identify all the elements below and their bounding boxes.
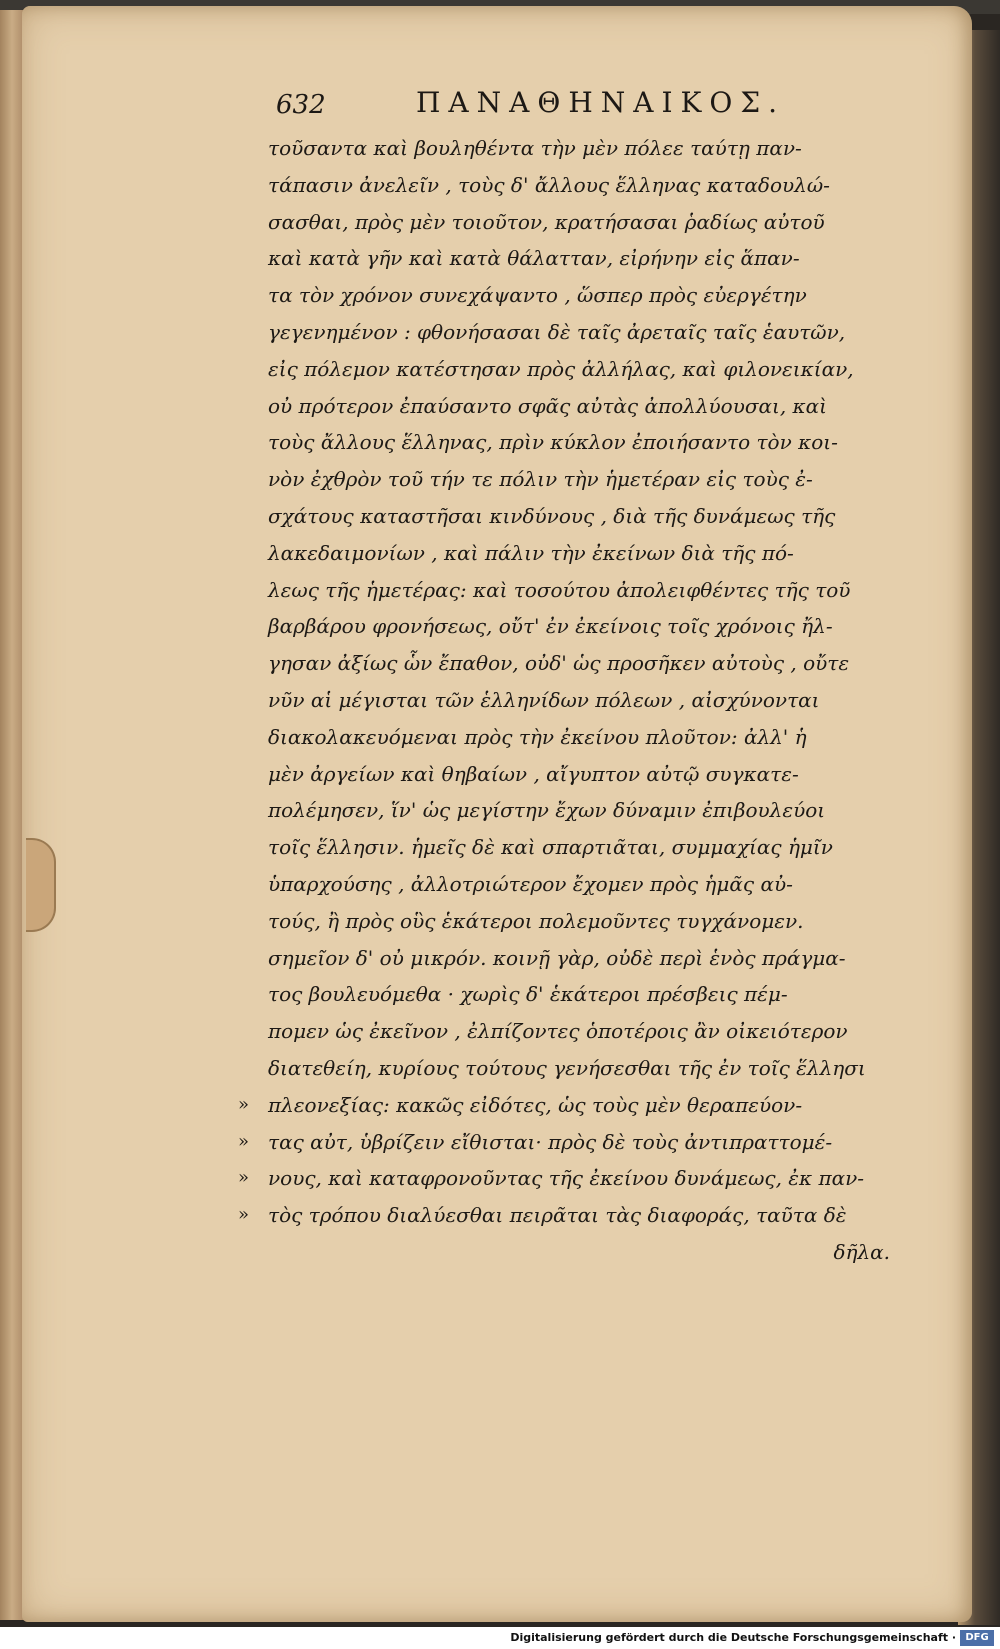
quote-mark: »: [238, 1204, 250, 1226]
funding-footer: [0, 1627, 1000, 1649]
quoted-line-text: τας αὐτ, ὑβρίζειν εἴθισται· πρὸς δὲ τοὺς ἀντιπραττομέ-: [268, 1129, 833, 1154]
text-line-14: βαρβάρου φρονήσεως, οὔτ' ἐν ἐκείνοις τοῖς χρόνοις ἤλ-: [268, 614, 833, 639]
page-number: 632: [276, 90, 326, 120]
quoted-line-4: [238, 1197, 914, 1234]
text-line-9: τοὺς ἄλλους ἕλληνας, πρὶν κύκλον ἐποιήσαντο τὸν κοι-: [268, 430, 838, 455]
quoted-line-text: τὸς τρόπου διαλύεσθαι πειρᾶται τὰς διαφοράς, ταῦτα δὲ: [268, 1203, 847, 1228]
quoted-line-text: πλεονεξίας: κακῶς εἰδότες, ὡς τοὺς μὲν θεραπεύον-: [268, 1092, 803, 1117]
text-line-23: σημεῖον δ' οὐ μικρόν. κοινῇ γὰρ, οὐδὲ περὶ ἑνὸς πράγμα-: [268, 945, 846, 970]
text-line-3: σασθαι, πρὸς μὲν τοιοῦτον, κρατήσασαι ῥαδίως αὐτοῦ: [268, 209, 825, 234]
text-line-13: λεως τῆς ἡμετέρας: καὶ τοσούτου ἀπολειφθέντες τῆς τοῦ: [268, 577, 851, 602]
page-header: [276, 86, 816, 130]
funding-notice: Digitalisierung gefördert durch die Deutsche Forschungsgemeinschaft ·: [510, 1631, 956, 1644]
text-line-11: σχάτους καταστῆσαι κινδύνους , διὰ τῆς δυνάμεως τῆς: [268, 503, 836, 528]
text-line-10: νὸν ἐχθρὸν τοῦ τήν τε πόλιν τὴν ἡμετέραν εἰς τοὺς ἐ-: [268, 467, 813, 492]
text-line-8: οὐ πρότερον ἐπαύσαντο σφᾶς αὐτὰς ἀπολλύουσαι, καὶ: [268, 393, 828, 418]
running-head: ΠΑΝΑΘΗΝΑΙΚΟΣ.: [416, 86, 786, 119]
body-text: [238, 130, 914, 1271]
dfg-logo-icon: DFG: [960, 1630, 994, 1646]
book-clasp: [26, 838, 56, 932]
text-line-5: τα τὸν χρόνον συνεχάψαντο , ὥσπερ πρὸς εὐεργέτην: [268, 283, 807, 308]
text-line-24: τος βουλευόμεθα · χωρὶς δ' ἑκάτεροι πρέσβεις πέμ-: [268, 982, 788, 1007]
text-line-18: μὲν ἀργείων καὶ θηβαίων , αἴγυπτον αὐτῷ συγκατε-: [268, 761, 799, 786]
text-line-12: λακεδαιμονίων , καὶ πάλιν τὴν ἐκείνων διὰ τῆς πό-: [268, 540, 794, 565]
text-line-1: τοῦσαντα καὶ βουληθέντα τὴν μὲν πόλεε ταύτῃ παν-: [268, 136, 802, 160]
text-line-6: γεγενημένον : φθονήσασαι δὲ ταῖς ἀρεταῖς ταῖς ἑαυτῶν,: [268, 319, 846, 344]
quoted-line-3: [238, 1160, 914, 1197]
catchword: δῆλα.: [833, 1239, 890, 1264]
text-line-16: νῦν αἱ μέγισται τῶν ἑλληνίδων πόλεων , αἰσχύνονται: [268, 687, 820, 712]
text-line-19: πολέμησεν, ἵν' ὡς μεγίστην ἔχων δύναμιν ἐπιβουλεύοι: [268, 798, 826, 823]
text-line-4: καὶ κατὰ γῆν καὶ κατὰ θάλατταν, εἰρήνην εἰς ἅπαν-: [268, 246, 800, 271]
quoted-line-text: νους, καὶ καταφρονοῦντας τῆς ἐκείνου δυνάμεως, ἐκ παν-: [268, 1166, 865, 1191]
text-line-17: διακολακευόμεναι πρὸς τὴν ἐκείνου πλοῦτον: ἀλλ' ἡ: [268, 724, 807, 749]
text-line-20: τοῖς ἕλλησιν. ἡμεῖς δὲ καὶ σπαρτιᾶται, συμμαχίας ἡμῖν: [268, 835, 833, 860]
quoted-line-2: [238, 1124, 914, 1161]
text-line-15: γησαν ἀξίως ὧν ἔπαθον, οὐδ' ὡς προσῆκεν αὐτοὺς , οὔτε: [268, 651, 850, 676]
text-line-25: πομεν ὡς ἐκεῖνον , ἐλπίζοντες ὁποτέροις ἂν οἰκειότερον: [268, 1019, 848, 1044]
text-line-26: διατεθείη, κυρίους τούτους γενήσεσθαι τῆς ἐν τοῖς ἕλλησι: [268, 1055, 866, 1080]
quote-mark: »: [238, 1093, 250, 1115]
quote-mark: »: [238, 1130, 250, 1152]
text-line-7: εἰς πόλεμον κατέστησαν πρὸς ἀλλήλας, καὶ φιλονεικίαν,: [268, 356, 854, 381]
text-line-21: ὑπαρχούσης , ἀλλοτριώτερον ἔχομεν πρὸς ἡμᾶς αὐ-: [268, 871, 793, 896]
quote-mark: »: [238, 1167, 250, 1189]
text-line-22: τούς, ἢ πρὸς οὓς ἑκάτεροι πολεμοῦντες τυγχάνομεν.: [268, 908, 804, 933]
text-line-2: τάπασιν ἀνελεῖν , τοὺς δ' ἄλλους ἕλληνας καταδουλώ-: [268, 172, 830, 197]
quoted-line-1: [238, 1087, 914, 1124]
